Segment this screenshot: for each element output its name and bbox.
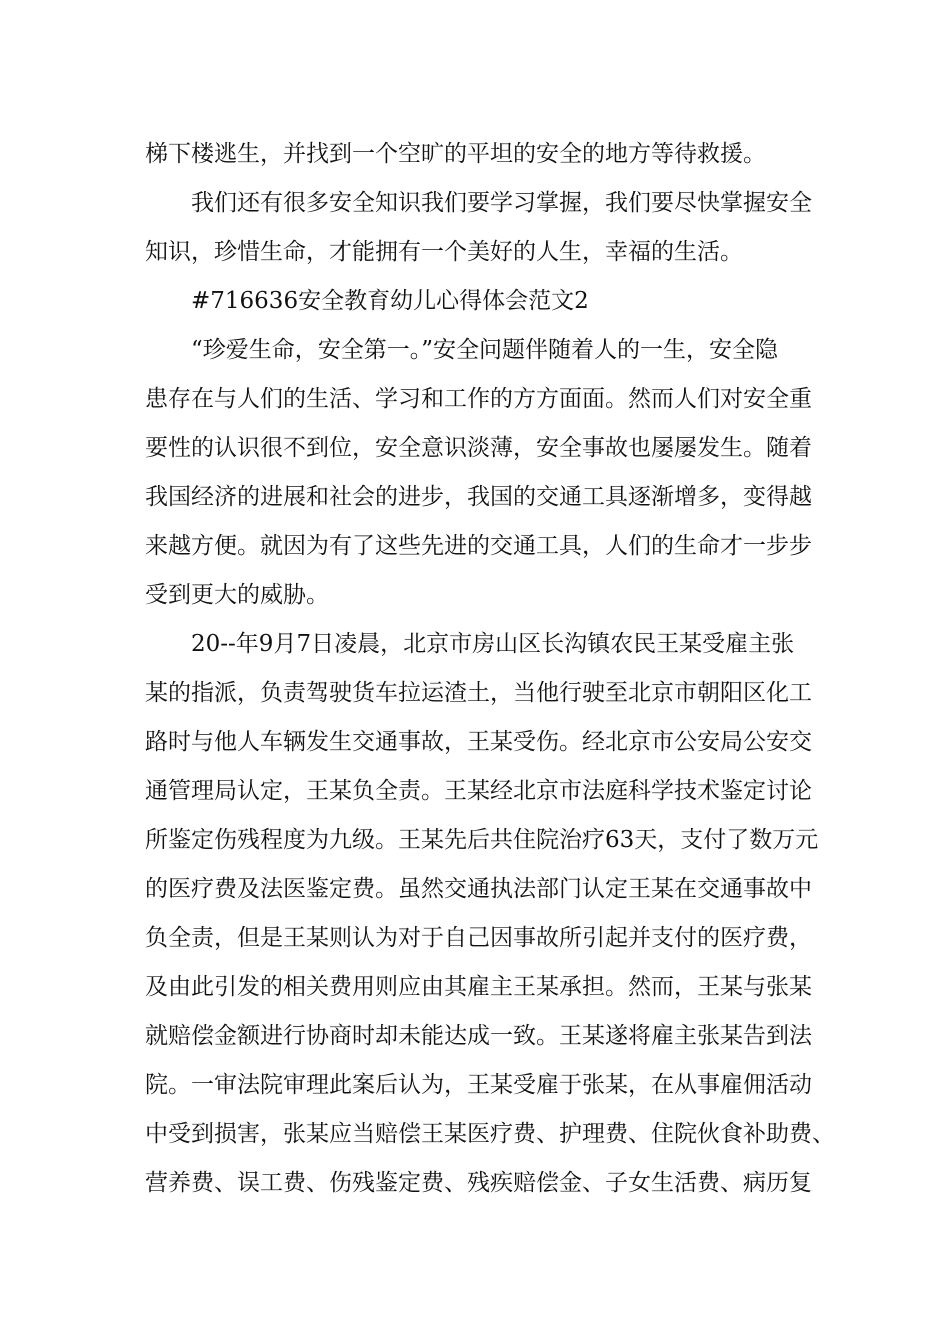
text-line: 某的指派，负责驾驶货车拉运渣土，当他行驶至北京市朝阳区化工 bbox=[145, 680, 812, 706]
text-line: 路时与他人车辆发生交通事故，王某受伤。经北京市公安局公安交 bbox=[145, 729, 812, 755]
text-line: 通管理局认定，王某负全责。王某经北京市法庭科学技术鉴定讨论 bbox=[145, 778, 812, 804]
text-line: 中受到损害，张某应当赔偿王某医疗费、护理费、住院伙食补助费、 bbox=[145, 1121, 835, 1147]
paragraph-line: “珍爱生命，安全第一。”安全问题伴随着人的一生，安全隐 bbox=[191, 337, 779, 363]
text-line: 患存在与人们的生活、学习和工作的方方面面。然而人们对安全重 bbox=[145, 386, 812, 412]
text-line: 营养费、误工费、伤残鉴定费、残疾赔偿金、子女生活费、病历复 bbox=[145, 1170, 812, 1196]
text-line: 要性的认识很不到位，安全意识淡薄，安全事故也屡屡发生。随着 bbox=[145, 435, 812, 461]
text-line: 我国经济的进展和社会的进步，我国的交通工具逐渐增多，变得越 bbox=[145, 484, 812, 510]
text-line: 负全责，但是王某则认为对于自己因事故所引起并支付的医疗费， bbox=[145, 925, 812, 951]
text-line: 就赔偿金额进行协商时却未能达成一致。王某遂将雇主张某告到法 bbox=[145, 1023, 812, 1049]
text-line: 梯下楼逃生，并找到一个空旷的平坦的安全的地方等待救援。 bbox=[145, 141, 766, 167]
text-line: 院。一审法院审理此案后认为，王某受雇于张某，在从事雇佣活动 bbox=[145, 1072, 812, 1098]
text-line: 所鉴定伤残程度为九级。王某先后共住院治疗63天，支付了数万元 bbox=[145, 827, 819, 853]
paragraph-line: 20--年9月7日凌晨，北京市房山区长沟镇农民王某受雇主张 bbox=[191, 631, 795, 657]
text-line: 来越方便。就因为有了这些先进的交通工具，人们的生命才一步步 bbox=[145, 533, 812, 559]
text-line: 的医疗费及法医鉴定费。虽然交通执法部门认定王某在交通事故中 bbox=[145, 876, 812, 902]
section-heading: #716636安全教育幼儿心得体会范文2 bbox=[191, 288, 589, 314]
paragraph-line: 我们还有很多安全知识我们要学习掌握，我们要尽快掌握安全 bbox=[191, 190, 812, 216]
text-line: 受到更大的威胁。 bbox=[145, 582, 329, 608]
text-line: 知识，珍惜生命，才能拥有一个美好的人生，幸福的生活。 bbox=[145, 239, 743, 265]
text-line: 及由此引发的相关费用则应由其雇主王某承担。然而，王某与张某 bbox=[145, 974, 812, 1000]
document-body bbox=[145, 130, 835, 1208]
